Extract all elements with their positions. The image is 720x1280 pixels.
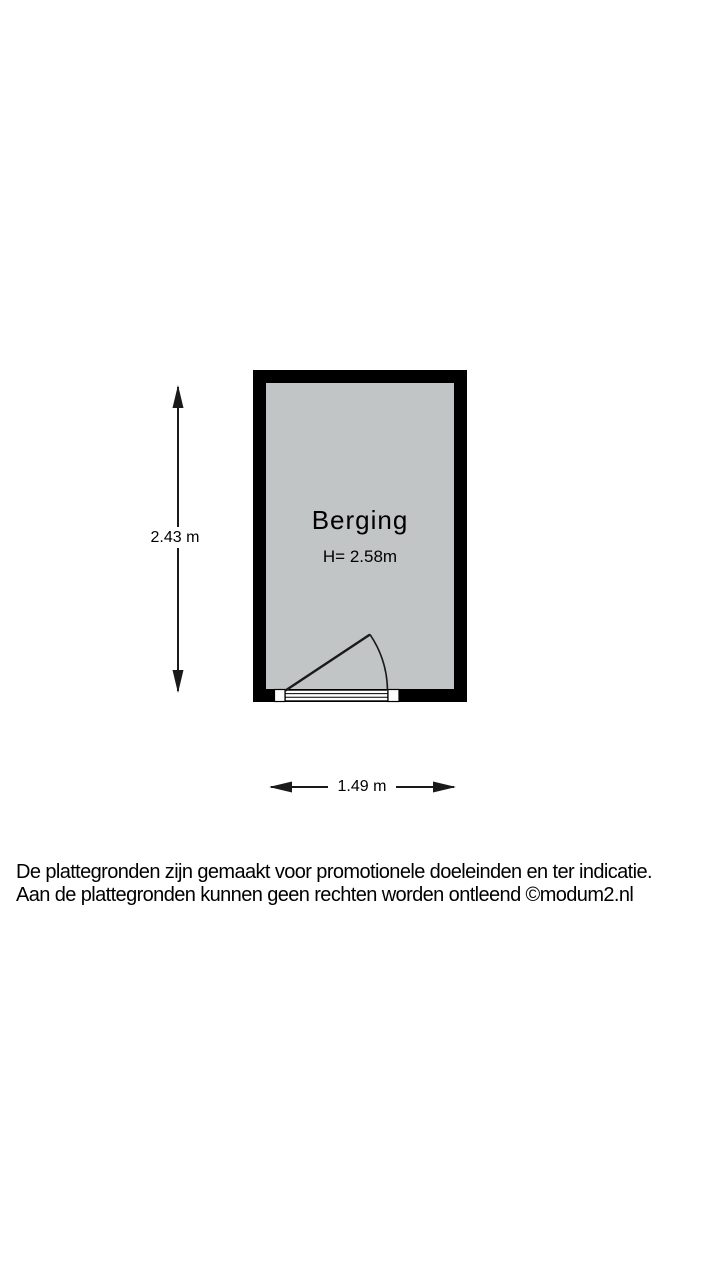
disclaimer [16,861,716,907]
room-height-label: H= 2.58m [322,547,398,566]
vertical-dimension-label: 2.43 m [141,527,209,548]
room-floor [266,383,454,689]
room-label: Berging [311,505,409,535]
disclaimer-line-2: Aan de plattegronden kunnen geen rechten worden ontleend ©modum2.nl [16,884,634,906]
horizontal-dimension-label: 1.49 m [328,776,396,797]
disclaimer-line-1: De plattegronden zijn gemaakt voor promotionele doeleinden en ter indicatie. [16,861,652,883]
